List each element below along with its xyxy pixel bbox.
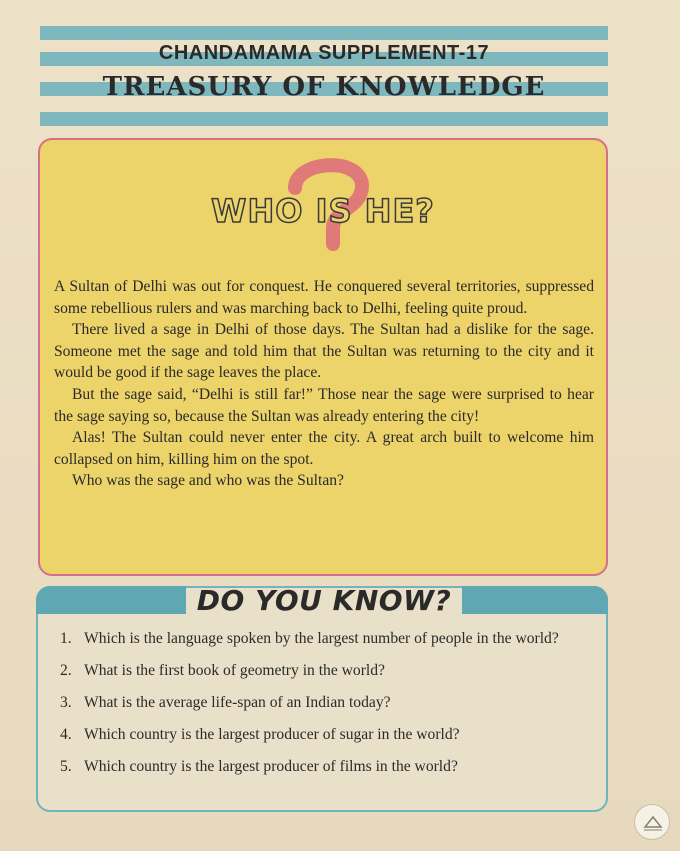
story-paragraph: Who was the sage and who was the Sultan? bbox=[72, 472, 344, 490]
supplement-title: CHANDAMAMA SUPPLEMENT-17 bbox=[158, 42, 490, 64]
header-stripe bbox=[40, 112, 608, 126]
question-item bbox=[60, 660, 590, 681]
question-text: What is the average life-span of an Indian today? bbox=[84, 694, 391, 711]
title-bar-left bbox=[36, 586, 186, 614]
do-you-know-title: DO YOU KNOW? bbox=[196, 584, 452, 617]
story-paragraph: But the sage said, “Delhi is still far!” Those near the sage were surprised to hear the sage saying so, because the Sultan was already entering the city! bbox=[54, 385, 594, 425]
story-paragraph: Alas! The Sultan could never enter the city. A great arch built to welcome him collapsed on him, killing him on the spot. bbox=[54, 429, 594, 468]
question-number: 2. bbox=[60, 662, 72, 679]
header-stripe bbox=[40, 26, 608, 40]
question-text: What is the first book of geometry in the world? bbox=[84, 662, 385, 679]
question-number: 5. bbox=[60, 758, 72, 775]
page-title: TREASURY OF KNOWLEDGE bbox=[102, 72, 546, 102]
who-is-he-panel bbox=[38, 138, 608, 576]
question-item bbox=[60, 628, 590, 649]
story-paragraph: A Sultan of Delhi was out for conquest. He conquered several territories, suppressed some rebellious rulers and was marching back to Delhi, feeling quite proud. bbox=[54, 278, 594, 317]
story-paragraph: There lived a sage in Delhi of those days. The Sultan had a dislike for the sage. Someone met the sage and told him that the Sultan was returning to the city and it would be good if the sage leaves the place. bbox=[54, 321, 594, 382]
question-item bbox=[60, 724, 590, 745]
question-number: 1. bbox=[60, 630, 72, 647]
question-text: Which is the language spoken by the largest number of people in the world? bbox=[84, 630, 559, 647]
question-text: Which country is the largest producer of sugar in the world? bbox=[84, 726, 460, 743]
who-title-area bbox=[40, 140, 606, 260]
question-list bbox=[60, 628, 590, 777]
question-text: Which country is the largest producer of films in the world? bbox=[84, 758, 458, 775]
question-number: 3. bbox=[60, 694, 72, 711]
story-text bbox=[54, 276, 594, 492]
who-is-he-title: WHO IS HE? bbox=[211, 192, 435, 230]
question-number: 4. bbox=[60, 726, 72, 743]
question-item bbox=[60, 756, 590, 777]
question-item bbox=[60, 692, 590, 713]
title-bar-right bbox=[462, 586, 608, 614]
watermark-logo-icon bbox=[634, 804, 670, 840]
do-you-know-panel bbox=[36, 586, 608, 812]
